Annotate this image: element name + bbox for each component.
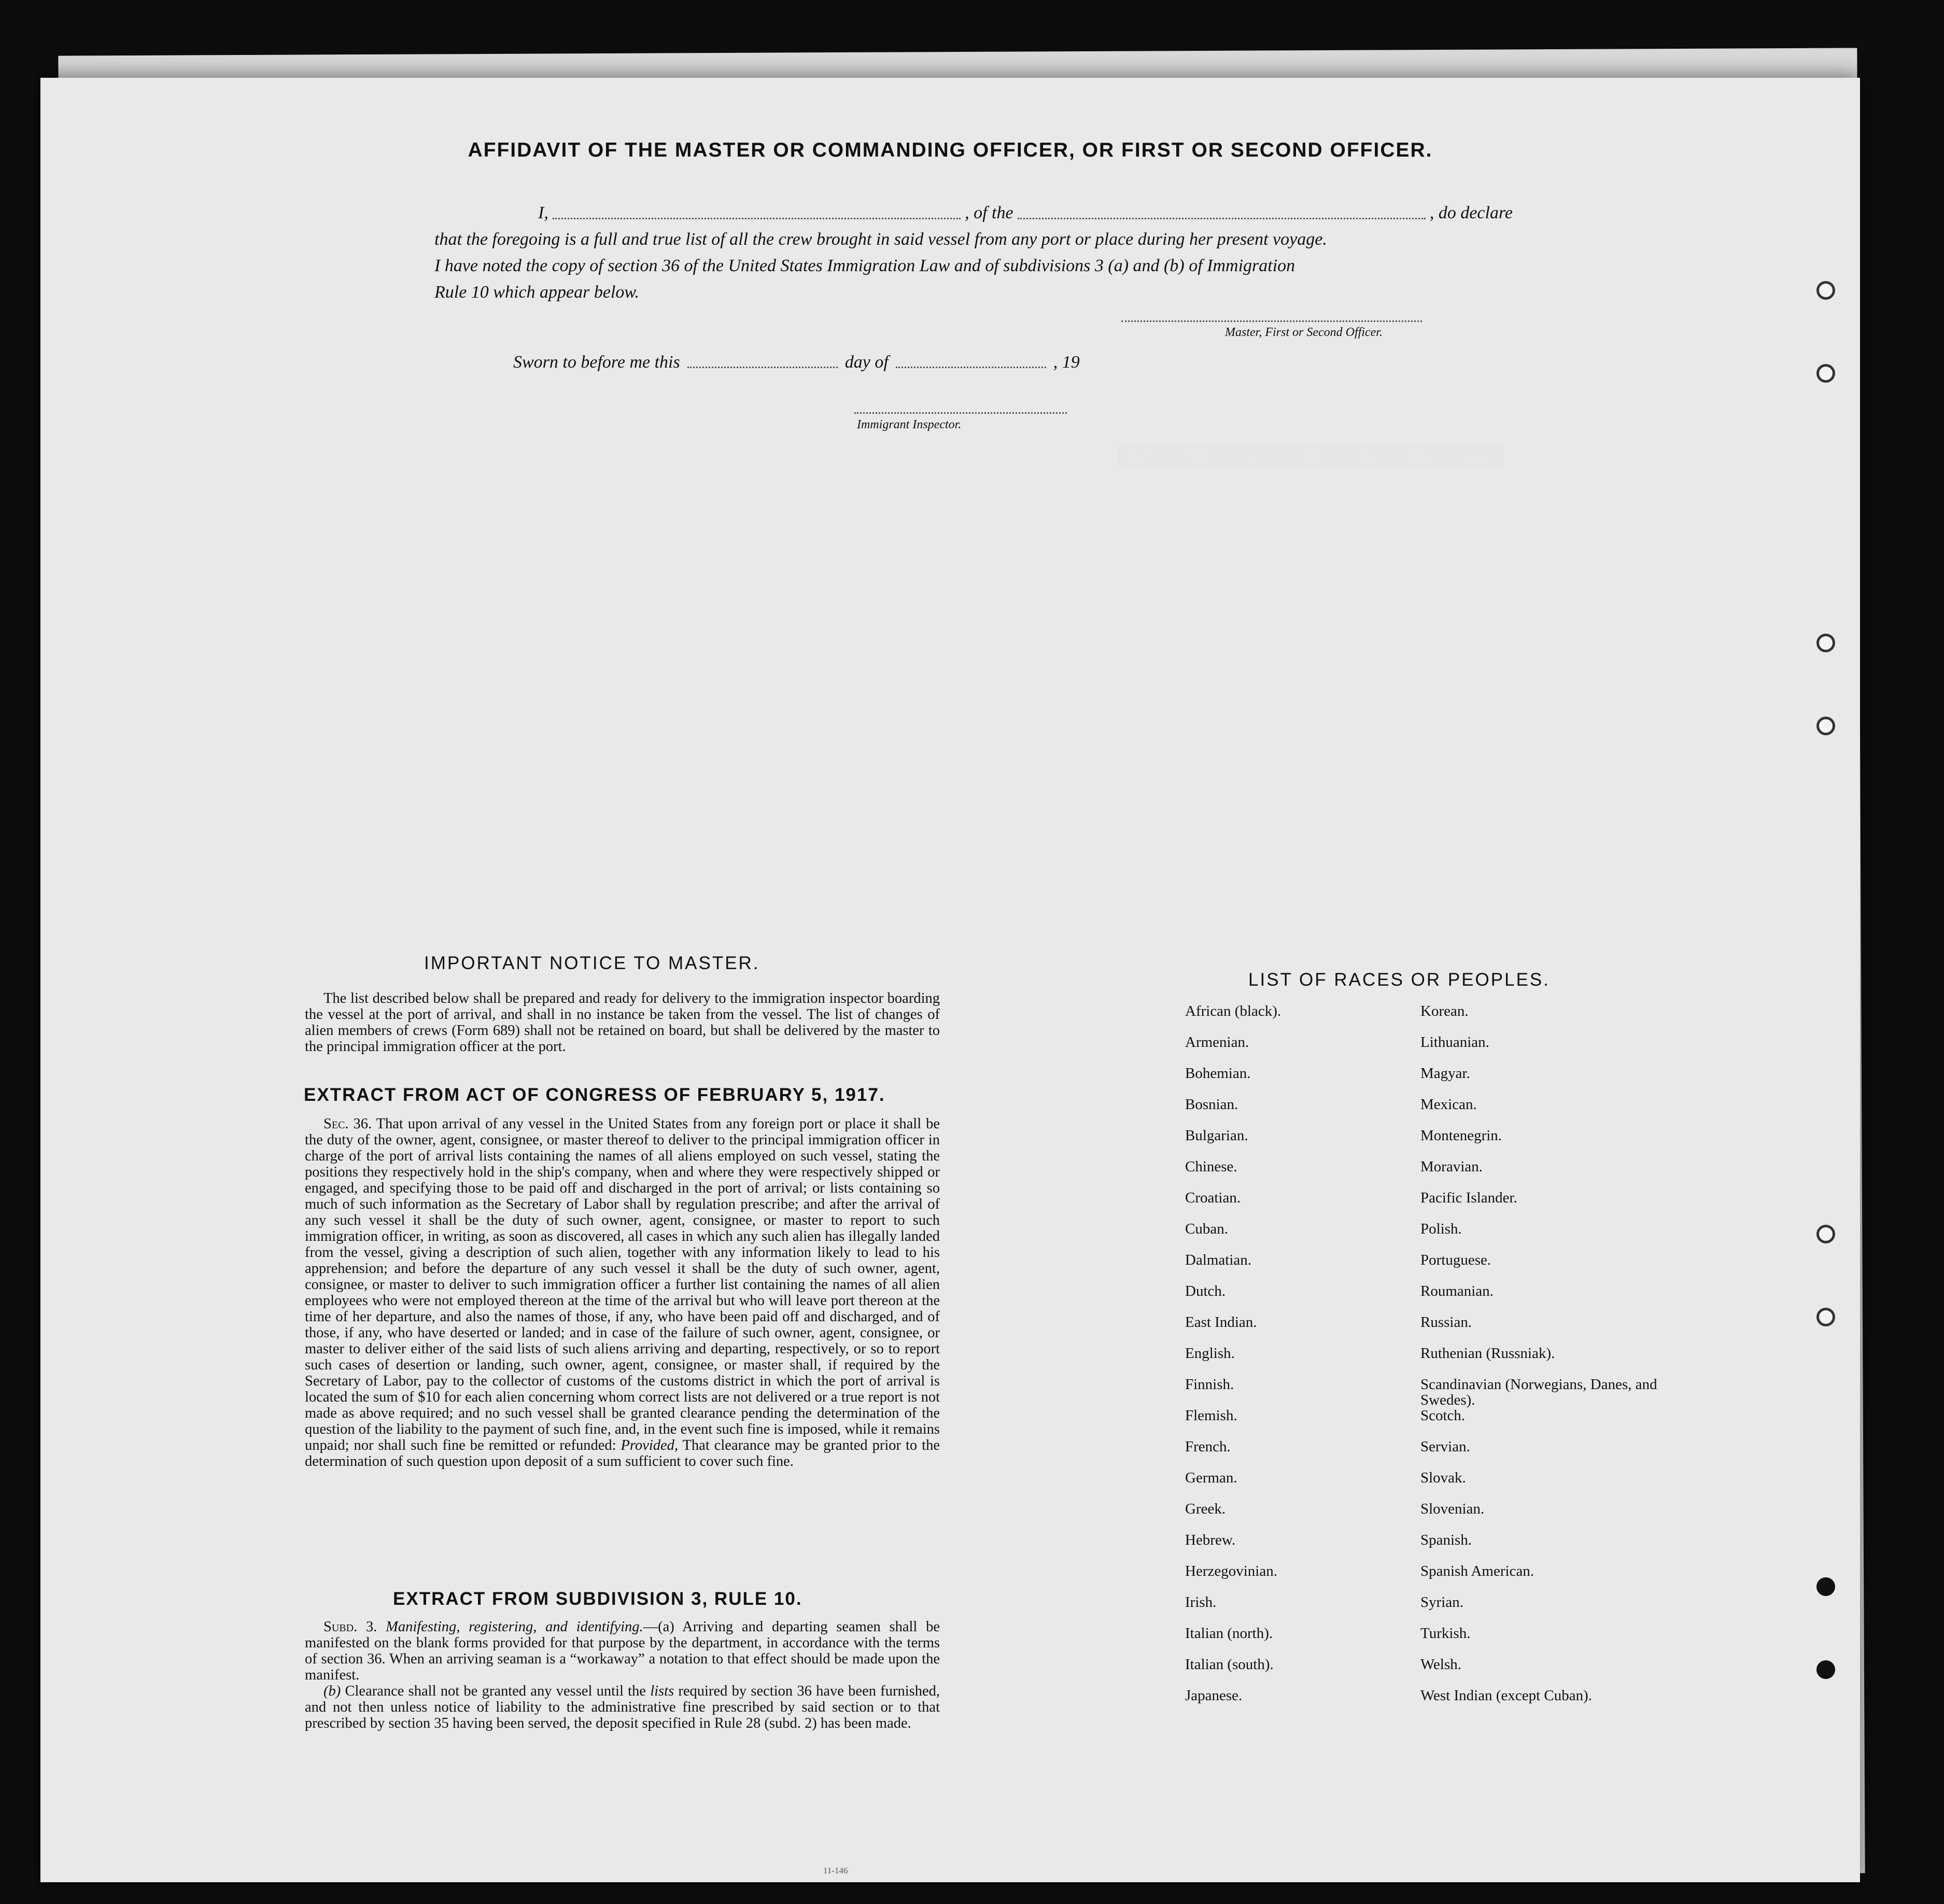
subd-b-lists: lists [650,1683,674,1699]
notice-text [305,990,940,1055]
notice-title: IMPORTANT NOTICE TO MASTER. [424,953,760,973]
race-item: West Indian (except Cuban). [1420,1687,1593,1704]
affidavit-title: AFFIDAVIT OF THE MASTER OR COMMANDING OFFICER, OR FIRST OR SECOND OFFICER. [468,139,1433,161]
race-item: Bosnian. [1185,1096,1238,1113]
race-item: Irish. [1185,1594,1217,1611]
act-extract-title: EXTRACT FROM ACT OF CONGRESS OF FEBRUARY 5, 1917. [304,1085,885,1105]
name-blank[interactable] [553,200,961,219]
subd-heading: Manifesting, registering, and identifying. [386,1619,643,1635]
document-page [40,78,1860,1882]
year-text: , 19 [1053,353,1080,372]
punch-hole [1816,717,1835,735]
subd-b-text-1: Clearance shall not be granted any vessel until the [345,1683,646,1699]
race-item: Chinese. [1185,1158,1237,1175]
sec-label: Sec. 36. [323,1116,372,1132]
race-item: German. [1185,1469,1237,1486]
races-title: LIST OF RACES OR PEOPLES. [1248,970,1551,990]
punch-hole [1816,1577,1835,1596]
race-item: Korean. [1420,1003,1469,1019]
race-item: Spanish. [1420,1532,1472,1548]
race-item: Syrian. [1420,1594,1463,1611]
race-item: English. [1185,1345,1235,1362]
signature-label: Master, First or Second Officer. [1225,326,1383,339]
race-item: African (black). [1185,1003,1281,1019]
race-item: Dutch. [1185,1283,1226,1299]
race-item: Scotch. [1420,1407,1466,1424]
race-item: Italian (south). [1185,1656,1274,1673]
race-item: Italian (north). [1185,1625,1273,1642]
act-extract-text [305,1116,940,1469]
punch-hole [1816,634,1835,652]
race-item: Herzegovinian. [1185,1563,1277,1579]
punch-hole [1816,1660,1835,1679]
proviso-text: That clearance may be granted prior to the determination of such question upon deposit of a sum sufficient to cover such fine. [305,1437,940,1469]
rule-extract-title: EXTRACT FROM SUBDIVISION 3, RULE 10. [393,1589,802,1609]
day-of-text: day of [844,353,889,372]
day-blank[interactable] [687,362,838,368]
race-item: Cuban. [1185,1221,1228,1237]
declaration-line-4: Rule 10 which appear below. [434,283,640,302]
race-item: Finnish. [1185,1376,1234,1393]
race-item: Montenegrin. [1420,1127,1502,1144]
sworn-text: Sworn to before me this [513,353,680,372]
races-column-1 [1185,1003,1403,1719]
race-item: Bulgarian. [1185,1127,1248,1144]
race-item: Hebrew. [1185,1532,1236,1548]
punch-hole [1816,1225,1835,1243]
race-item: Turkish. [1420,1625,1471,1642]
vessel-blank[interactable] [1018,200,1426,219]
notice-body: The list described below shall be prepared and ready for delivery to the immigration inspector boarding the vessel at the port of arrival, and shall in no instance be taken from the vessel. The list of changes of alien members of crews (Form 689) shall not be retained on board, but shall be delivered by the master to the principal immigration officer at the port. [305,990,940,1055]
race-item: Slovak. [1420,1469,1466,1486]
rule-extract-text [305,1619,940,1731]
race-item: East Indian. [1185,1314,1257,1331]
signature-line[interactable] [1121,320,1422,322]
race-item: Armenian. [1185,1034,1249,1051]
race-item: Pacific Islander. [1420,1189,1517,1206]
subd-b-text-2: required by section 36 have been furnished, and not then unless notice of liability to the administrative fine prescribed by said section or to that prescribed by section 35 having been served, the deposit specified in Rule 28 (subd. 2) has been made. [305,1683,940,1731]
race-item: Dalmatian. [1185,1252,1252,1268]
declaration-i: I, [538,203,548,222]
race-item: Mexican. [1420,1096,1477,1113]
proviso-word: Provided, [621,1437,679,1453]
race-item: Magyar. [1420,1065,1470,1082]
punch-hole [1816,364,1835,383]
punch-hole [1816,281,1835,300]
race-item: Japanese. [1185,1687,1243,1704]
race-item: Roumanian. [1420,1283,1494,1299]
declaration-of-the: , of the [965,203,1013,222]
binder-holes [1798,78,1860,1882]
race-item: Ruthenian (Russniak). [1420,1345,1555,1362]
race-item: Flemish. [1185,1407,1237,1424]
race-item: Russian. [1420,1314,1472,1331]
inspector-signature-line[interactable] [854,412,1067,414]
month-blank[interactable] [896,362,1046,368]
race-item: Scandinavian (Norwegians, Danes, and Swedes). [1420,1376,1657,1408]
declaration-do-declare: , do declare [1429,203,1513,222]
inspector-label: Immigrant Inspector. [857,418,962,431]
declaration-line-2: that the foregoing is a full and true list of all the crew brought in said vessel from any port or place during her present voyage. [434,230,1327,249]
subd-a-text: —(a) Arriving and departing seamen shall be manifested on the blank forms provided for that purpose by the department, in accordance with the terms of section 36. When an arriving seaman is a “workaway” a notation to that effect should be made upon the manifest. [305,1619,940,1683]
subd-label: Subd. 3. [323,1619,377,1635]
race-item: Spanish American. [1420,1563,1534,1579]
race-item: French. [1185,1438,1231,1455]
race-item: Lithuanian. [1420,1034,1489,1051]
declaration-text [434,200,1513,305]
race-item: Bohemian. [1185,1065,1251,1082]
race-item: Greek. [1185,1501,1226,1517]
race-item: Croatian. [1185,1189,1241,1206]
races-column-2 [1420,1003,1659,1719]
race-item: Polish. [1420,1221,1462,1237]
declaration-line-1 [434,200,1513,226]
sworn-line [513,353,1080,372]
declaration-line-3: I have noted the copy of section 36 of the United States Immigration Law and of subdivisions 3 (a) and (b) of Immigration [434,256,1295,275]
race-item: Moravian. [1420,1158,1483,1175]
race-item: Servian. [1420,1438,1470,1455]
sec-36-body: That upon arrival of any vessel in the United States from any foreign port or place it shall be the duty of the owner, agent, consignee, or master thereof to deliver to the principal immigration officer in charge of the port of arrival lists containing the names of all aliens employed on such vessel, stating the positions they respectively hold in the ship's company, when and where they were respectively shipped or engaged, and specifying those to be paid off and discharged in the port of arrival; or lists containing so much of such information as the Secretary of Labor shall by regulation prescribe; and after the arrival of any such vessel it shall be the duty of such owner, agent, consignee, or master to report to such immigration officer, in writing, as soon as discovered, all cases in which any such alien has illegally landed from the vessel, giving a description of such alien, together with any information likely to lead to his apprehension; and before the departure of any such vessel it shall be the duty of such owner, agent, consignee, or master to deliver to such immigration officer a further list containing the names of all alien employees who were not employed thereon at the time of the arrival but who will leave port thereon at the time of her departure, and also the names of those, if any, who have been paid off and discharged, and of those, if any, who have deserted or landed; and in case of the failure of such owner, agent, consignee, or master to deliver either of the said lists of such aliens arriving and departing, respectively, or so to report such cases of desertion or landing, such owner, agent, consignee, or master shall, if required by the Secretary of Labor, pay to the collector of customs of the customs district in which the port of arrival is located the sum of $10 for each alien concerning whom correct lists are not delivered or a true report is not made as above required; and no such vessel shall be granted clearance pending the determination of the question of the liability to the payment of such fine, and, in the event such fine is imposed, while it remains unpaid; nor shall such fine be remitted or refunded: [305,1116,940,1453]
race-item: Welsh. [1420,1656,1462,1673]
race-item: Portuguese. [1420,1252,1491,1268]
form-code: 11-146 [823,1866,848,1875]
race-item: Slovenian. [1420,1501,1485,1517]
subd-b-label: (b) [323,1683,341,1699]
punch-hole [1816,1308,1835,1326]
bleed-through: ░░░░░░░░░░░░░░░░░░░░░░░░░░░░░░░ [1119,446,1505,469]
